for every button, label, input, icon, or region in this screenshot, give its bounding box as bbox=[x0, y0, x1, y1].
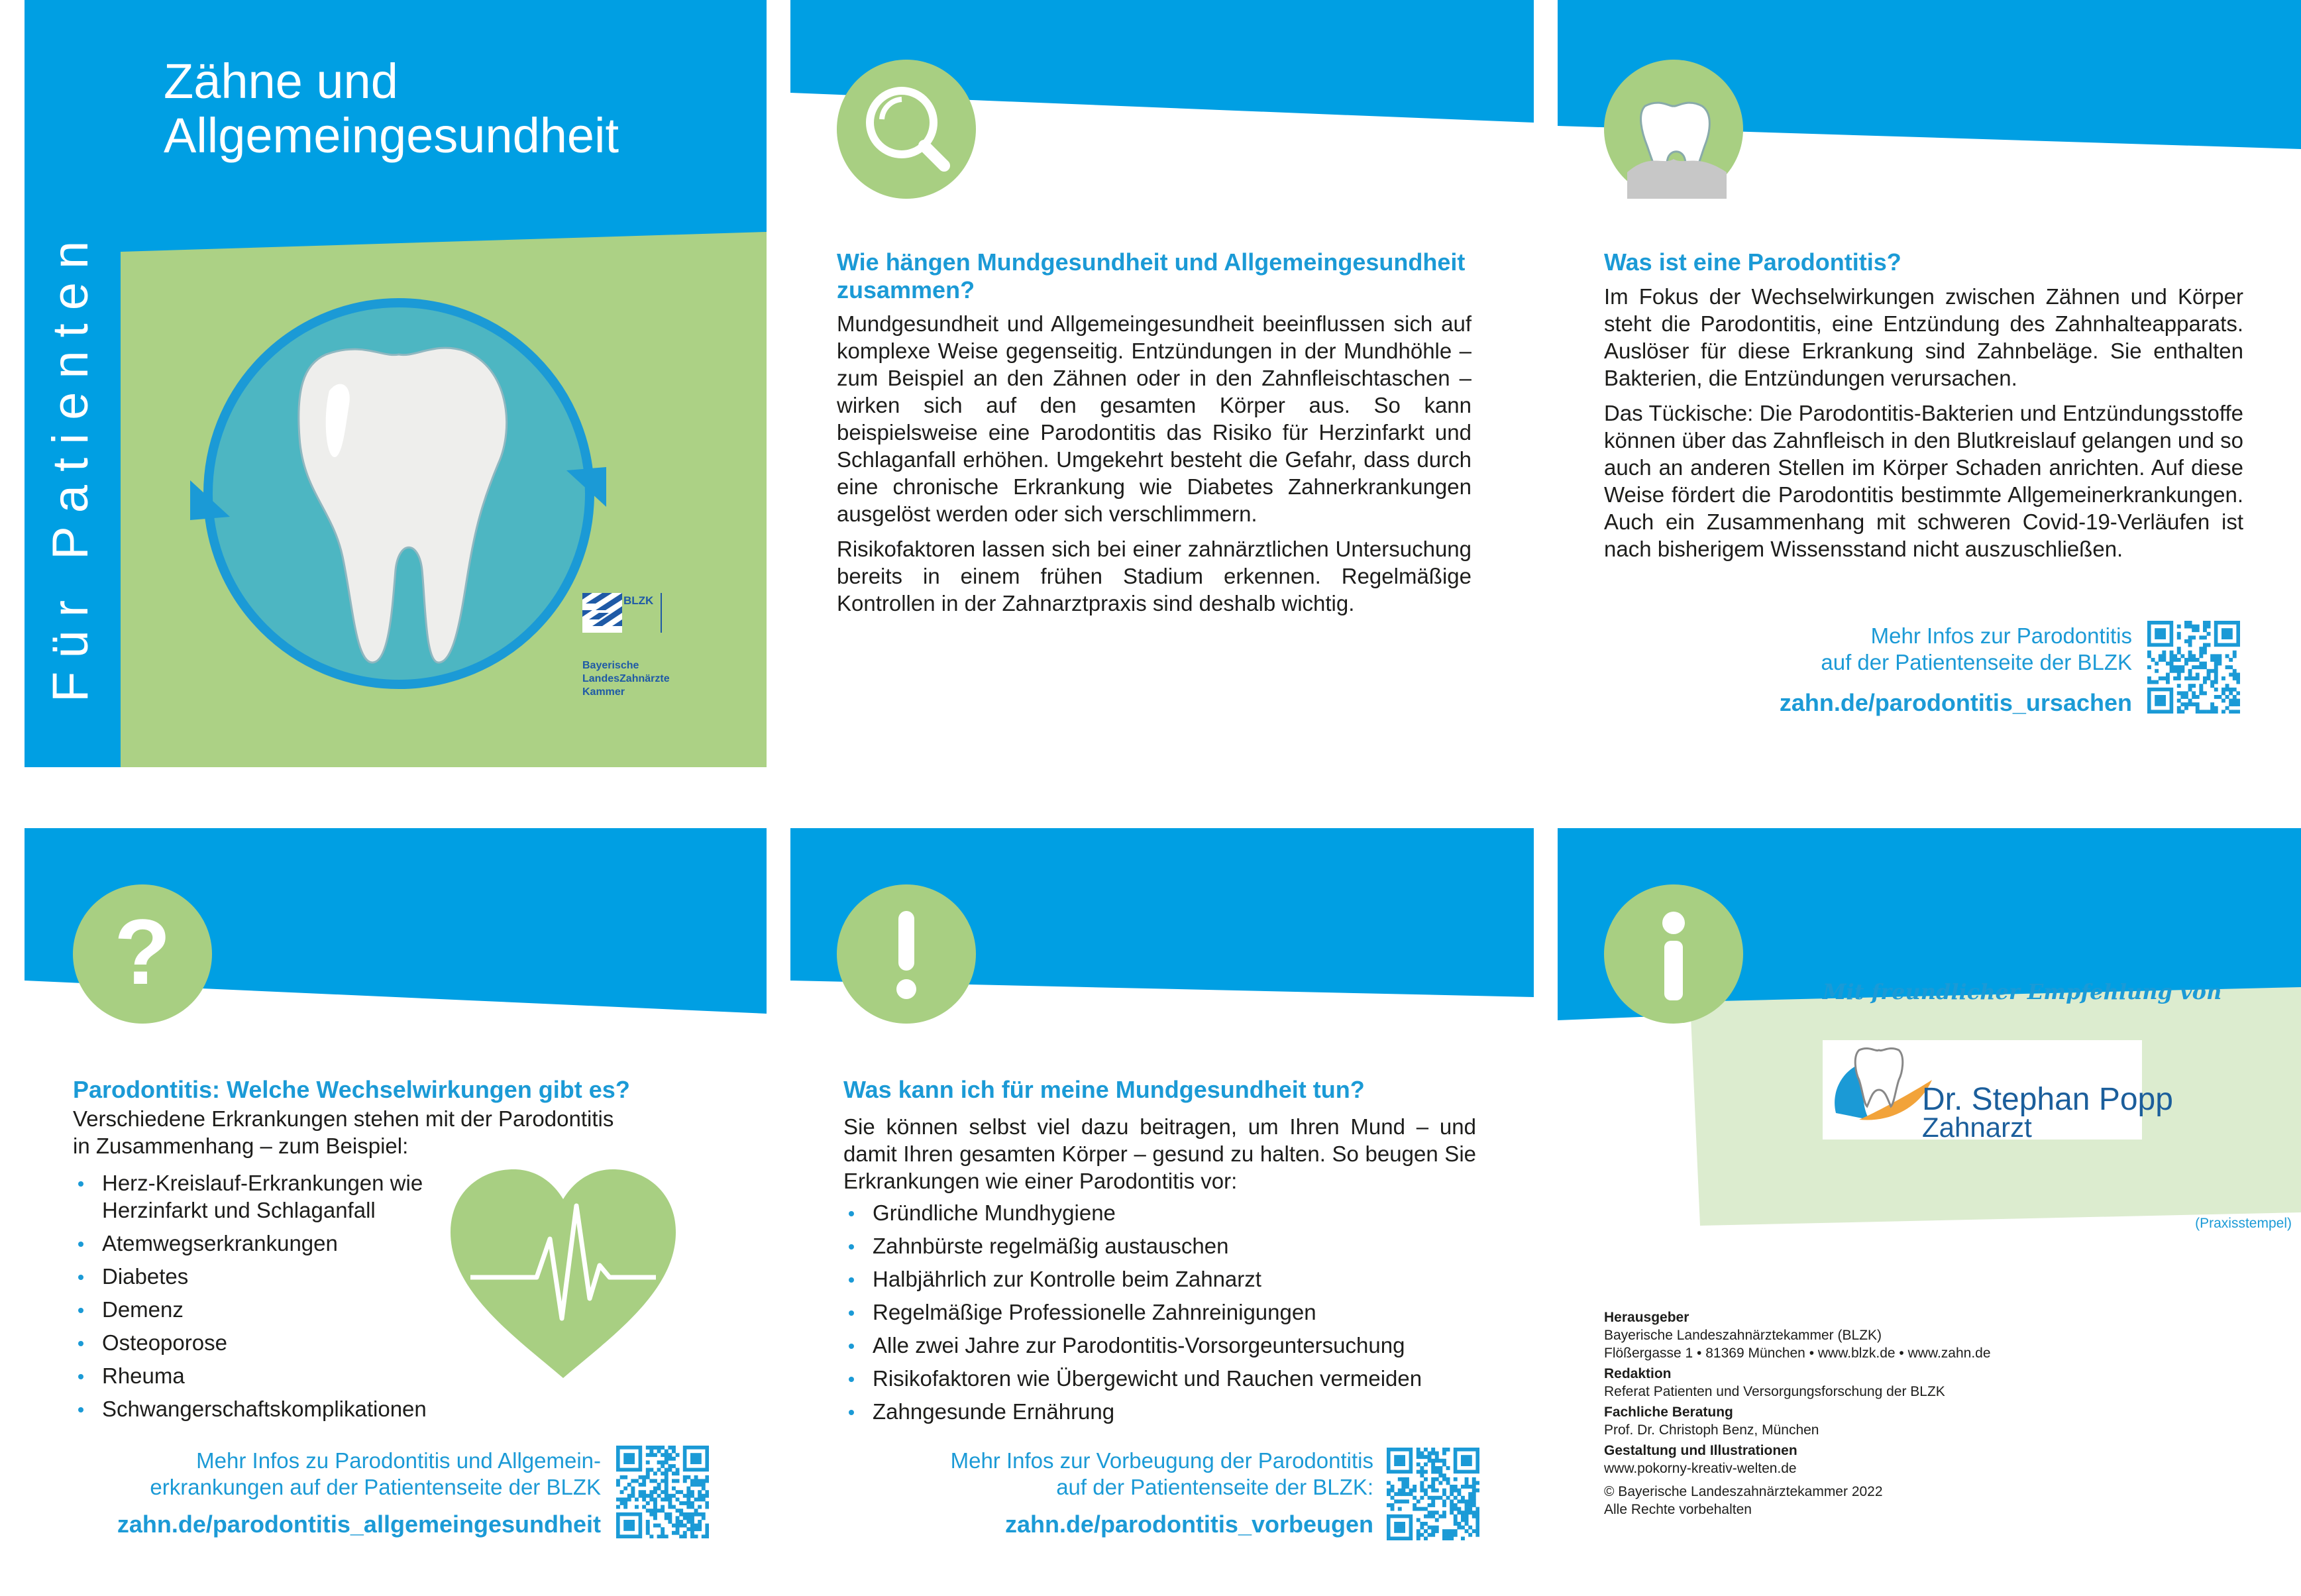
panel-interactions bbox=[25, 828, 767, 1596]
list-item: Halbjährlich zur Kontrolle beim Zahnarzt bbox=[843, 1265, 1479, 1293]
dentist-logo bbox=[1823, 1040, 2173, 1143]
list-item: Diabetes bbox=[73, 1263, 484, 1290]
imprint: Herausgeber Bayerische Landeszahnärztekammer (BLZK) Flößergasse 1 • 81369 München • www.blzk.de • www.zahn.de Redaktion Referat Patienten und Versorgungsforschung der BLZK Fachliche Beratung Prof. Dr. Christoph Benz, München Gestaltung und Illustrationen www.pokorny-kreativ-welten.de © Bayerische Landeszahnärztekammer 2022 Alle Rechte vorbehalten bbox=[1604, 1310, 1991, 1517]
heart-pulse-icon bbox=[444, 1166, 682, 1385]
list-item: Risikofaktoren wie Übergewicht und Rauchen vermeiden bbox=[843, 1365, 1479, 1392]
intro-text: Sie können selbst viel dazu beitragen, um Ihren Mund – und damit Ihren gesamten Körper – gesund zu halten. So beugen Sie Erkrankungen wie einer Parodontitis vor: bbox=[843, 1114, 1476, 1193]
vertical-label: Für Patienten bbox=[42, 227, 99, 702]
cover-panel bbox=[25, 0, 767, 767]
body-text: Im Fokus der Wechselwirkungen zwischen Zähnen und Körper steht die Parodontitis, eine Entzündung des Zahnhalteapparats. Auslöser für diese Erkrankung sind Zahnbeläge. Sie enthalten Bakterien, die Entzündungen verursachen. Das Tückische: Die Parodontitis-Bakterien und Entzündungsstoffe können über das Zahnfleisch in den Blutkreislauf gelangen und so auch an anderen Stellen im Körper Schaden anrichten. Auf diese Weise fördert die Parodontitis bestimmte Allgemeinerkrankungen. Auch ein Zusammenhang mit schweren Covid-19-Verläufen ist nach bisherigem Wissensstand nicht auszuschließen. bbox=[1604, 284, 2243, 561]
tooth-cycle-icon bbox=[164, 292, 641, 702]
panel-imprint bbox=[1558, 828, 2301, 1596]
info-link[interactable]: zahn.de/parodontitis_vorbeugen bbox=[1004, 1511, 1373, 1538]
magnifier-icon bbox=[837, 60, 976, 199]
dentist-role: Zahnarzt bbox=[1922, 1112, 2032, 1143]
panel-prevention bbox=[790, 828, 1534, 1596]
stamp-label: (Praxisstempel) bbox=[2195, 1216, 2292, 1231]
body-text: Mundgesundheit und Allgemeingesundheit beeinflussen sich auf komplexe Weise gegenseitig. Entzündungen in der Mundhöhle – zum Beispiel an den Zähnen oder in den Zahnfleischtaschen – wirken sich auf den gesamten Körper aus. So kann beispielsweise eine Parodontitis das Risiko für Herzinfarkt und Schlaganfall erhöhen. Umgekehrt besteht die Gefahr, dass durch eine chronische Erkrankung wie Diabetes Zahnerkrankungen ausgelöst werden oder sich verschlimmern. Risikofaktoren lassen sich bei einer zahnärztlichen Untersuchung bereits in einem frühen Stadium erkennen. Regelmäßige Kontrollen in der Zahnarztpraxis sind deshalb wichtig. bbox=[837, 311, 1472, 615]
recommendation-text: Mit freundlicher Empfehlung von bbox=[1823, 979, 2222, 1004]
list-item: Herz-Kreislauf-Erkrankungen wie Herzinfarkt und Schlaganfall bbox=[73, 1169, 484, 1224]
qr-code[interactable] bbox=[1387, 1448, 1479, 1540]
more-info-text: Mehr Infos zur Parodontitis auf der Patientenseite der BLZK bbox=[1821, 623, 2132, 674]
exclamation-icon bbox=[837, 884, 976, 1024]
logo-text: Bayerische LandesZahnärzte Kammer bbox=[582, 660, 670, 698]
question-icon bbox=[73, 884, 212, 1024]
panel-periodontitis bbox=[1558, 0, 2301, 767]
list-item: Schwangerschaftskomplikationen bbox=[73, 1395, 484, 1422]
info-link[interactable]: zahn.de/parodontitis_ursachen bbox=[1779, 689, 2132, 716]
list-item: Zahnbürste regelmäßig austauschen bbox=[843, 1232, 1479, 1259]
list-item: Gründliche Mundhygiene bbox=[843, 1199, 1479, 1226]
qr-code[interactable] bbox=[616, 1446, 709, 1538]
list-item: Osteoporose bbox=[73, 1329, 484, 1356]
list-item: Atemwegserkrankungen bbox=[73, 1230, 484, 1257]
dentist-name: Dr. Stephan Popp bbox=[1922, 1082, 2173, 1117]
disease-list bbox=[73, 1169, 484, 1428]
qr-code[interactable] bbox=[2147, 621, 2240, 714]
section-heading: Was ist eine Parodontitis? bbox=[1604, 248, 1901, 276]
section-heading: Wie hängen Mundgesundheit und Allgemeingesundheit zusammen? bbox=[837, 248, 1466, 303]
blzk-logo: BLZK Bayerische LandesZahnärzte Kammer bbox=[582, 594, 670, 698]
section-heading: Was kann ich für meine Mundgesundheit tun? bbox=[843, 1076, 1365, 1103]
more-info-text: Mehr Infos zu Parodontitis und Allgemein- erkrankungen auf der Patientenseite der BLZK bbox=[150, 1448, 601, 1499]
more-info-text: Mehr Infos zur Vorbeugung der Parodontitis auf der Patientenseite der BLZK: bbox=[950, 1448, 1373, 1499]
prevention-list bbox=[843, 1199, 1479, 1431]
panel-connection bbox=[790, 0, 1534, 767]
tooth-gum-icon bbox=[1604, 60, 1743, 199]
list-item: Demenz bbox=[73, 1296, 484, 1323]
intro-text: Verschiedene Erkrankungen stehen mit der Parodontitis in Zusammenhang – zum Beispiel: bbox=[73, 1106, 614, 1158]
dentist-logo-icon bbox=[1823, 1040, 1935, 1140]
list-item: Alle zwei Jahre zur Parodontitis-Vorsorgeuntersuchung bbox=[843, 1332, 1479, 1359]
list-item: Rheuma bbox=[73, 1362, 484, 1389]
info-icon bbox=[1604, 884, 1743, 1024]
page-title: Zähne und Allgemeingesundheit bbox=[164, 54, 619, 163]
info-link[interactable]: zahn.de/parodontitis_allgemeingesundheit bbox=[117, 1511, 601, 1538]
svg-text:?: ? bbox=[114, 900, 171, 1004]
list-item: Regelmäßige Professionelle Zahnreinigungen bbox=[843, 1299, 1479, 1326]
section-heading: Parodontitis: Welche Wechselwirkungen gibt es? bbox=[73, 1076, 630, 1103]
list-item: Zahngesunde Ernährung bbox=[843, 1398, 1479, 1425]
bavarian-flag-icon bbox=[582, 593, 622, 633]
logo-divider bbox=[661, 593, 662, 633]
